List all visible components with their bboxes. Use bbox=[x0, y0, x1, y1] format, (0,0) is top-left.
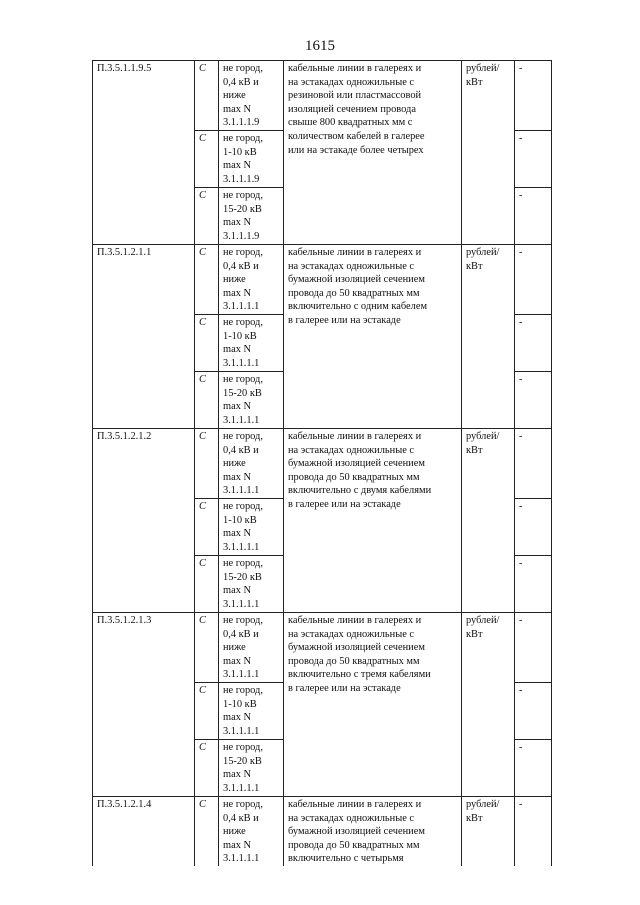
condition-cell bbox=[219, 613, 284, 683]
value-cell: - bbox=[515, 740, 552, 797]
condition-cell-line: не город, bbox=[223, 431, 263, 442]
unit-cell-line: рублей/ bbox=[466, 247, 500, 258]
description-cell-line: кабельные линии в галереях и bbox=[288, 247, 422, 258]
condition-cell-line: не город, bbox=[223, 247, 263, 258]
item-code: П.3.5.1.2.1.1 bbox=[93, 245, 195, 429]
condition-cell-line: 3.1.1.1.1 bbox=[223, 725, 260, 737]
tariff-table bbox=[92, 60, 552, 866]
condition-cell-line: 3.1.1.1.9 bbox=[223, 117, 260, 129]
value-cell: - bbox=[515, 188, 552, 245]
unit-cell-line: кВт bbox=[466, 444, 483, 456]
condition-cell-line: max N bbox=[223, 217, 251, 229]
condition-cell-line: 3.1.1.1.1 bbox=[223, 301, 260, 313]
condition-cell bbox=[219, 740, 284, 797]
description-cell-line: на эстакадах одножильные с bbox=[288, 76, 415, 88]
table-row bbox=[93, 429, 552, 499]
condition-cell-line: не город, bbox=[223, 615, 263, 626]
description-cell-line: в галерее или на эстакаде bbox=[288, 682, 401, 694]
condition-cell bbox=[219, 245, 284, 315]
condition-cell-line: 15-20 кВ bbox=[223, 571, 262, 583]
description-cell-line: включительно с двумя кабелями bbox=[288, 485, 432, 497]
condition-cell-line: 1-10 кВ bbox=[223, 514, 257, 526]
condition-cell-line: max N bbox=[223, 344, 251, 356]
symbol-cell: С bbox=[195, 740, 219, 797]
description-cell-line: провода до 50 квадратных мм bbox=[288, 471, 420, 483]
condition-cell-line: max N bbox=[223, 585, 251, 597]
symbol-cell: С bbox=[195, 315, 219, 372]
condition-cell-line: не город, bbox=[223, 317, 263, 328]
symbol-cell: С bbox=[195, 188, 219, 245]
description-cell-line: на эстакадах одножильные с bbox=[288, 628, 415, 640]
condition-cell-line: 0,4 кВ и bbox=[223, 76, 259, 88]
description-cell-line: количеством кабелей в галерее bbox=[288, 130, 425, 142]
description-cell-line: в галерее или на эстакаде bbox=[288, 314, 401, 326]
unit-cell bbox=[462, 61, 515, 245]
condition-cell-line: не город, bbox=[223, 63, 263, 74]
tariff-table-body bbox=[93, 61, 552, 867]
value-cell: - bbox=[515, 372, 552, 429]
description-cell-line: изоляцией сечением провода bbox=[288, 103, 416, 115]
description-cell bbox=[284, 613, 462, 797]
unit-cell-line: рублей/ bbox=[466, 799, 500, 810]
item-code: П.3.5.1.2.1.2 bbox=[93, 429, 195, 613]
unit-cell-line: рублей/ bbox=[466, 63, 500, 74]
symbol-cell: С bbox=[195, 797, 219, 867]
description-cell-line: провода до 50 квадратных мм bbox=[288, 287, 420, 299]
description-cell-line: или на эстакаде более четырех bbox=[288, 144, 424, 156]
table-row bbox=[93, 245, 552, 315]
description-cell-line: свыше 800 квадратных мм с bbox=[288, 117, 413, 129]
symbol-cell: С bbox=[195, 683, 219, 740]
condition-cell bbox=[219, 797, 284, 867]
symbol-cell: С bbox=[195, 613, 219, 683]
item-code: П.3.5.1.2.1.3 bbox=[93, 613, 195, 797]
description-cell-line: бумажной изоляцией сечением bbox=[288, 826, 425, 838]
condition-cell-line: не город, bbox=[223, 133, 263, 144]
description-cell-line: включительно с одним кабелем bbox=[288, 301, 428, 313]
value-cell: - bbox=[515, 429, 552, 499]
table-row bbox=[93, 613, 552, 683]
condition-cell bbox=[219, 429, 284, 499]
condition-cell-line: 1-10 кВ bbox=[223, 698, 257, 710]
description-cell-line: кабельные линии в галереях и bbox=[288, 63, 422, 74]
description-cell-line: кабельные линии в галереях и bbox=[288, 615, 422, 626]
condition-cell-line: 3.1.1.1.1 bbox=[223, 598, 260, 610]
description-cell-line: включительно с тремя кабелями bbox=[288, 669, 431, 681]
item-code: П.3.5.1.2.1.4 bbox=[93, 797, 195, 867]
condition-cell-line: не город, bbox=[223, 374, 263, 385]
value-cell: - bbox=[515, 613, 552, 683]
condition-cell-line: max N bbox=[223, 528, 251, 540]
condition-cell-line: 1-10 кВ bbox=[223, 146, 257, 158]
condition-cell bbox=[219, 131, 284, 188]
condition-cell-line: 3.1.1.1.1 bbox=[223, 541, 260, 553]
symbol-cell: С bbox=[195, 245, 219, 315]
symbol-cell: С bbox=[195, 499, 219, 556]
condition-cell-line: 0,4 кВ и bbox=[223, 444, 259, 456]
unit-cell-line: кВт bbox=[466, 628, 483, 640]
condition-cell-line: не город, bbox=[223, 558, 263, 569]
value-cell: - bbox=[515, 315, 552, 372]
unit-cell-line: рублей/ bbox=[466, 615, 500, 626]
condition-cell-line: 3.1.1.1.1 bbox=[223, 357, 260, 369]
condition-cell bbox=[219, 61, 284, 131]
description-cell-line: резиновой или пластмассовой bbox=[288, 90, 422, 102]
value-cell: - bbox=[515, 683, 552, 740]
condition-cell-line: 3.1.1.1.1 bbox=[223, 485, 260, 497]
value-cell: - bbox=[515, 797, 552, 867]
condition-cell-line: max N bbox=[223, 471, 251, 483]
condition-cell-line: 0,4 кВ и bbox=[223, 812, 259, 824]
symbol-cell: С bbox=[195, 61, 219, 131]
description-cell-line: включительно с четырьмя bbox=[288, 853, 404, 865]
unit-cell-line: кВт bbox=[466, 260, 483, 272]
condition-cell-line: max N bbox=[223, 655, 251, 667]
unit-cell bbox=[462, 245, 515, 429]
condition-cell-line: не город, bbox=[223, 799, 263, 810]
condition-cell-line: ниже bbox=[223, 90, 246, 102]
condition-cell-line: не город, bbox=[223, 742, 263, 753]
condition-cell-line: ниже bbox=[223, 458, 246, 470]
condition-cell-line: max N bbox=[223, 401, 251, 413]
condition-cell-line: 3.1.1.1.1 bbox=[223, 669, 260, 681]
condition-cell-line: 0,4 кВ и bbox=[223, 628, 259, 640]
condition-cell-line: ниже bbox=[223, 826, 246, 838]
unit-cell bbox=[462, 613, 515, 797]
table-row bbox=[93, 797, 552, 867]
description-cell-line: бумажной изоляцией сечением bbox=[288, 642, 425, 654]
description-cell bbox=[284, 429, 462, 613]
condition-cell bbox=[219, 372, 284, 429]
condition-cell bbox=[219, 188, 284, 245]
table-row bbox=[93, 61, 552, 131]
condition-cell-line: 0,4 кВ и bbox=[223, 260, 259, 272]
unit-cell bbox=[462, 797, 515, 867]
description-cell-line: на эстакадах одножильные с bbox=[288, 260, 415, 272]
unit-cell-line: рублей/ bbox=[466, 431, 500, 442]
condition-cell-line: 15-20 кВ bbox=[223, 387, 262, 399]
unit-cell-line: кВт bbox=[466, 812, 483, 824]
symbol-cell: С bbox=[195, 429, 219, 499]
condition-cell-line: 3.1.1.1.9 bbox=[223, 173, 260, 185]
symbol-cell: С bbox=[195, 556, 219, 613]
description-cell-line: в галерее или на эстакаде bbox=[288, 498, 401, 510]
condition-cell-line: не город, bbox=[223, 685, 263, 696]
description-cell-line: кабельные линии в галереях и bbox=[288, 431, 422, 442]
condition-cell-line: 3.1.1.1.9 bbox=[223, 230, 260, 242]
item-code: П.3.5.1.1.9.5 bbox=[93, 61, 195, 245]
value-cell: - bbox=[515, 245, 552, 315]
page-number: 1615 bbox=[305, 38, 335, 54]
condition-cell-line: 15-20 кВ bbox=[223, 755, 262, 767]
description-cell-line: на эстакадах одножильные с bbox=[288, 444, 415, 456]
value-cell: - bbox=[515, 61, 552, 131]
value-cell: - bbox=[515, 131, 552, 188]
condition-cell-line: не город, bbox=[223, 190, 263, 201]
description-cell bbox=[284, 245, 462, 429]
unit-cell bbox=[462, 429, 515, 613]
condition-cell bbox=[219, 556, 284, 613]
description-cell-line: кабельные линии в галереях и bbox=[288, 799, 422, 810]
condition-cell-line: max N bbox=[223, 769, 251, 781]
condition-cell-line: max N bbox=[223, 287, 251, 299]
condition-cell-line: не город, bbox=[223, 501, 263, 512]
condition-cell-line: 1-10 кВ bbox=[223, 330, 257, 342]
symbol-cell: С bbox=[195, 131, 219, 188]
description-cell-line: провода до 50 квадратных мм bbox=[288, 839, 420, 851]
description-cell bbox=[284, 797, 462, 867]
condition-cell bbox=[219, 683, 284, 740]
description-cell-line: бумажной изоляцией сечением bbox=[288, 274, 425, 286]
condition-cell-line: 15-20 кВ bbox=[223, 203, 262, 215]
condition-cell bbox=[219, 499, 284, 556]
condition-cell bbox=[219, 315, 284, 372]
value-cell: - bbox=[515, 556, 552, 613]
condition-cell-line: max N bbox=[223, 160, 251, 172]
condition-cell-line: max N bbox=[223, 103, 251, 115]
condition-cell-line: 3.1.1.1.1 bbox=[223, 853, 260, 865]
condition-cell-line: 3.1.1.1.1 bbox=[223, 414, 260, 426]
symbol-cell: С bbox=[195, 372, 219, 429]
description-cell-line: на эстакадах одножильные с bbox=[288, 812, 415, 824]
condition-cell-line: max N bbox=[223, 712, 251, 724]
condition-cell-line: ниже bbox=[223, 274, 246, 286]
condition-cell-line: ниже bbox=[223, 642, 246, 654]
condition-cell-line: 3.1.1.1.1 bbox=[223, 782, 260, 794]
description-cell-line: бумажной изоляцией сечением bbox=[288, 458, 425, 470]
unit-cell-line: кВт bbox=[466, 76, 483, 88]
condition-cell-line: max N bbox=[223, 839, 251, 851]
value-cell: - bbox=[515, 499, 552, 556]
description-cell bbox=[284, 61, 462, 245]
description-cell-line: провода до 50 квадратных мм bbox=[288, 655, 420, 667]
